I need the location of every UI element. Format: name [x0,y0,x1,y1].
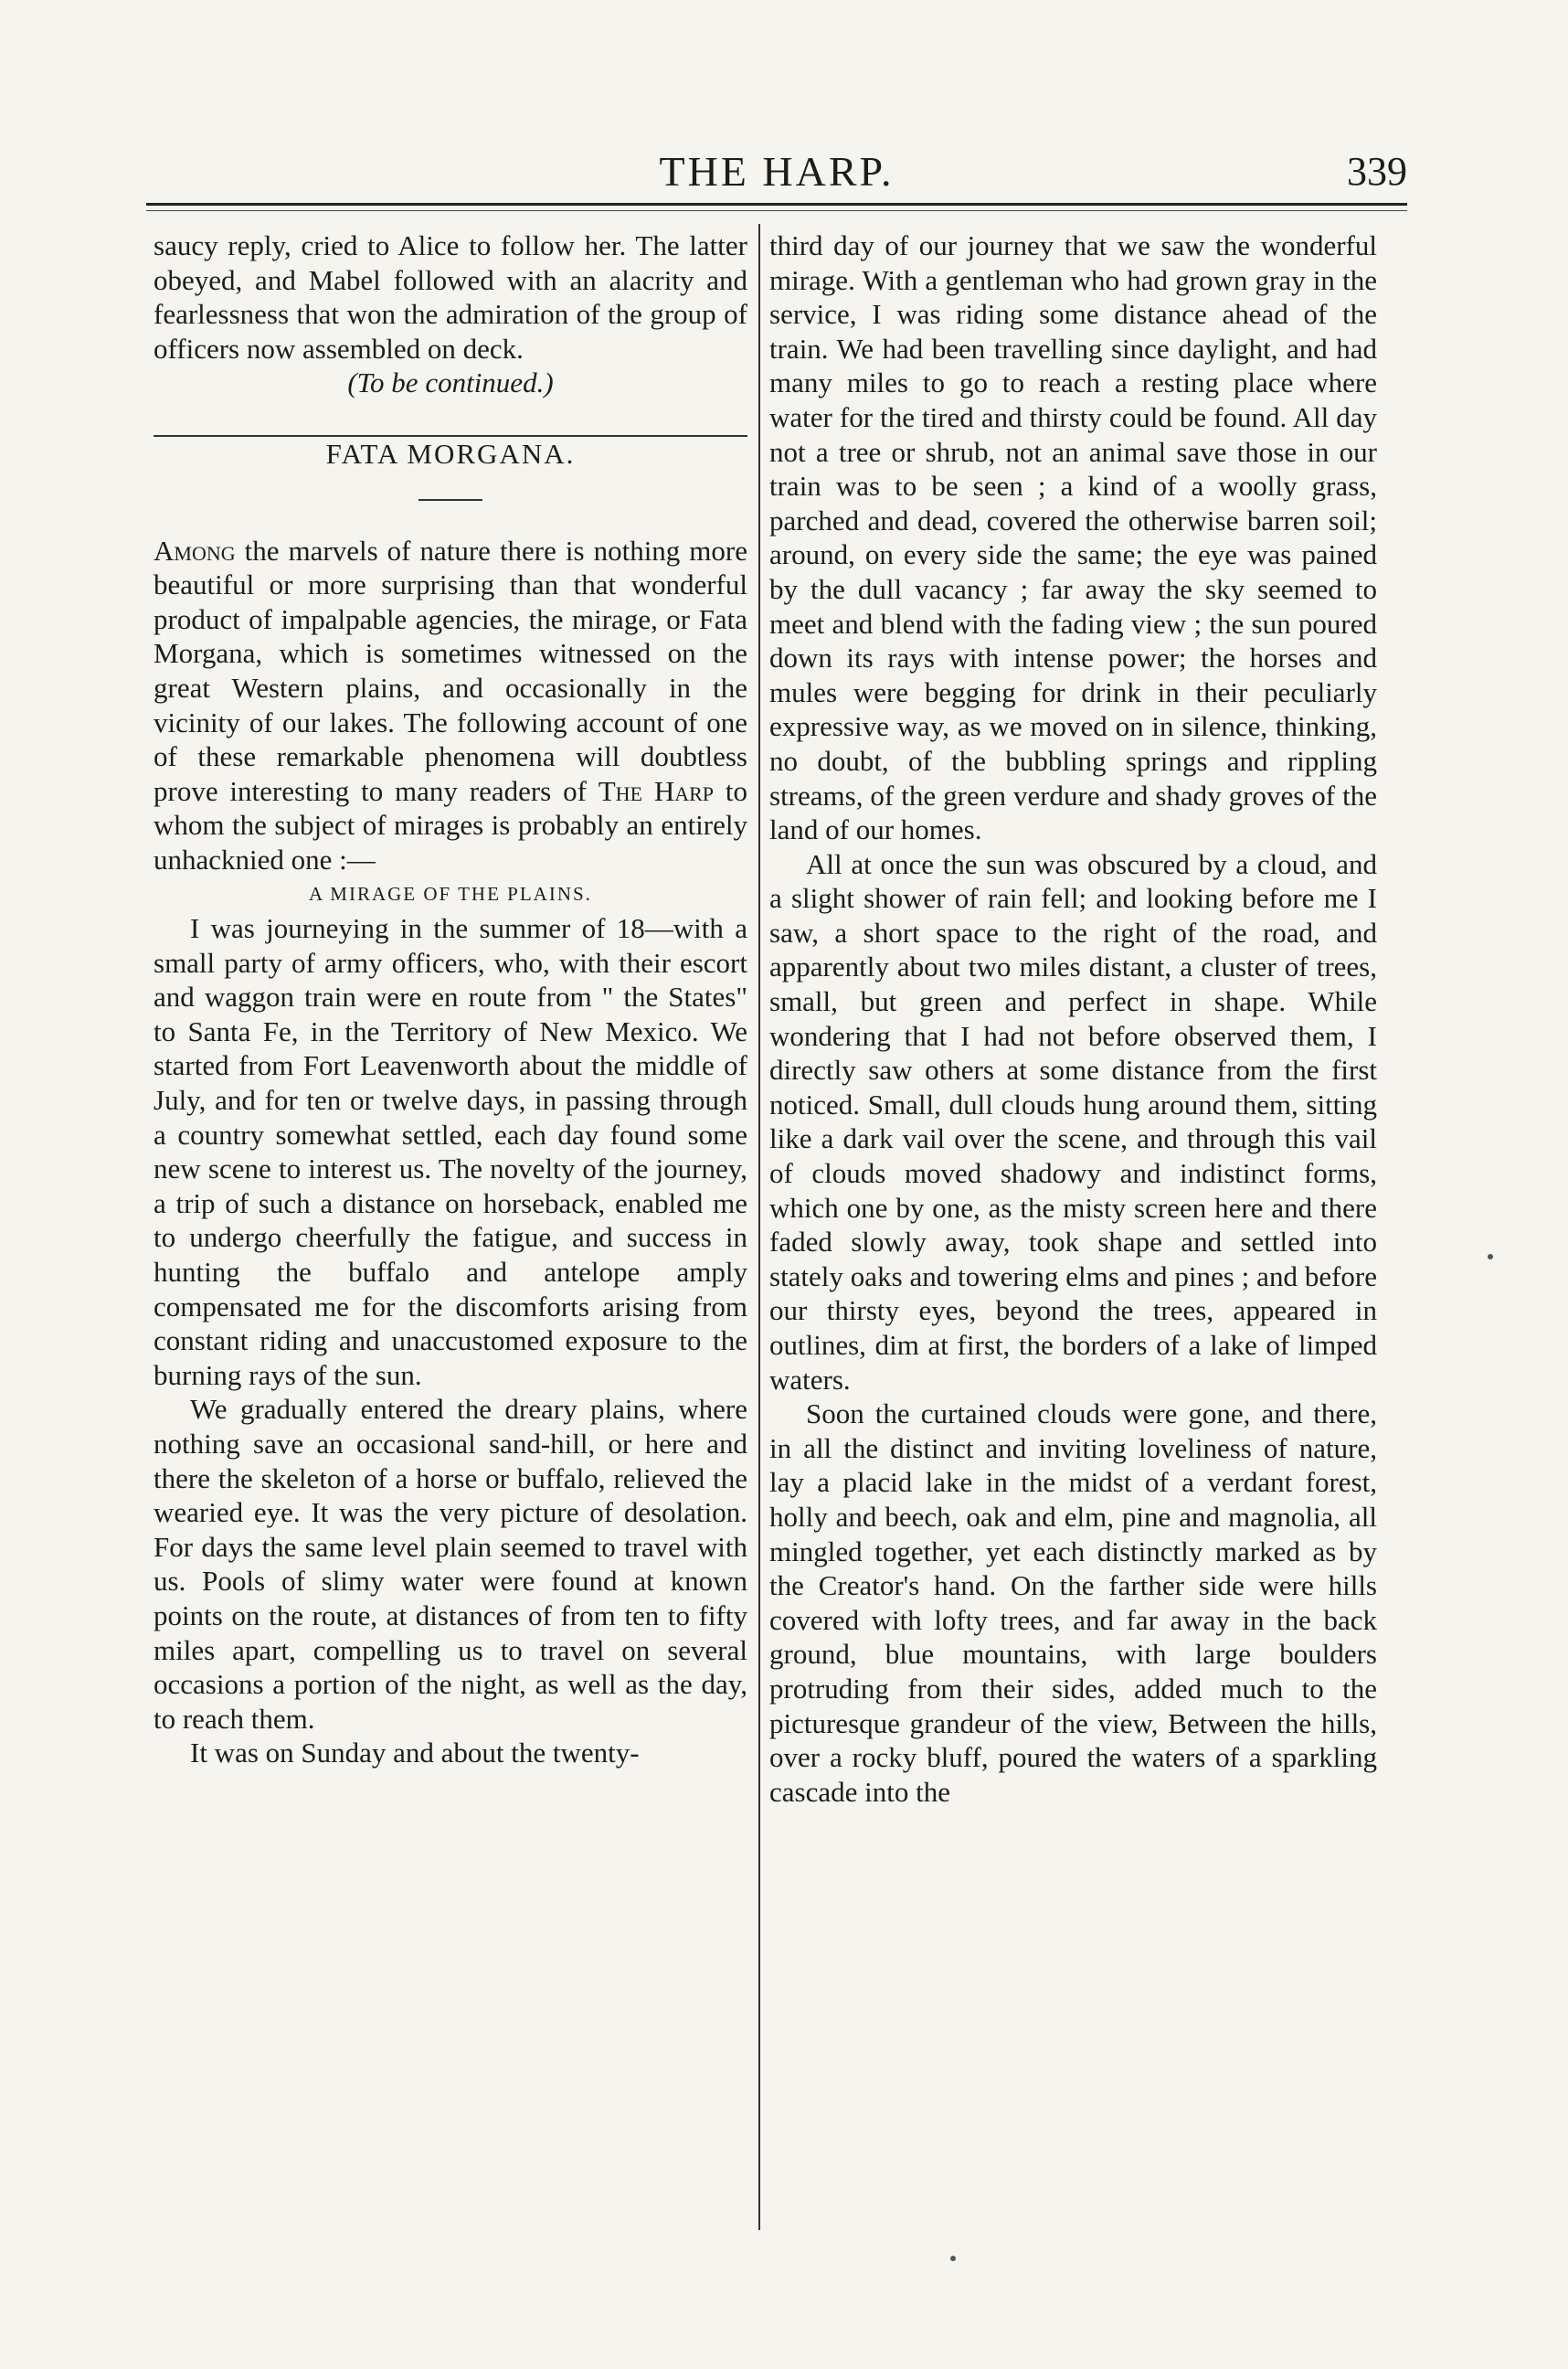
magazine-name: The Harp [598,774,715,807]
column-divider [758,224,760,2230]
body-paragraph: Soon the curtained clouds were gone, and there, in all the distinct and inviting loveliness of nature, lay a placid lake in the midst of a verdant forest, holly and beech, oak and elm, pine and magnolia, all mingled together, yet each distinctly marked as by the Creator's hand. On the farther side were hills covered with lofty trees, and far away in the back ground, blue mountains, with large boulders protruding from their sides, added much to the picturesque grandeur of the view, Between the hills, over a rocky bluff, poured the waters of a sparkling cascade into the [769,1397,1377,1808]
print-speck [1488,1254,1493,1259]
intro-lead: Among [154,534,236,567]
left-column [154,228,747,1770]
print-speck [950,2256,956,2261]
body-paragraph: It was on Sunday and about the twenty- [190,1737,640,1769]
body-paragraph: I was journeying in the summer of 18—with a small party of army officers, who, with their escort and waggon train were en route from " the States" to Santa Fe, in the Territory of New Mexico. We started from Fort Leavenworth about the middle of July, and for ten or twelve days, in passing through a country somewhat settled, each day found some new scene to interest us. The novelty of the journey, a trip of such a distance on horseback, enabled me to undergo cheerfully the fatigue, and success in hunting the buffalo and antelope amply compensated me for the discomforts arising from constant riding and unaccustomed exposure to the burning rays of the sun. [154,912,747,1391]
intro-tail: to whom the subject of mirages is probably an entirely unhacknied one :— [154,774,747,876]
body-paragraph: All at once the sun was obscured by a cloud, and a slight shower of rain fell; and looking before me I saw, a short space to the right of the road, and apparently about two miles distant, a cluster of trees, small, but green and perfect in shape. While wondering that I had not before observed them, I directly saw others at some distance from the first noticed. Small, dull clouds hung around them, sitting like a dark vail over the scene, and through this vail of clouds moved shadowy and indistinct forms, which one by one, as the misty screen here and there faded slowly away, took shape and settled into stately oaks and towering elms and pines ; and before our thirsty eyes, beyond the trees, appeared in outlines, dim at first, the borders of a lake of limped waters. [769,847,1377,1396]
page-number: 339 [1347,149,1407,194]
article-title: FATA MORGANA. [325,437,576,470]
story-ending-paragraph: saucy reply, cried to Alice to follow her. The latter obeyed, and Mabel followed with an alacrity and fearlessness that won the admiration of the group of officers now assembled on deck. [154,229,747,365]
title-rule [418,499,482,501]
intro-paragraph [154,534,747,877]
page-header [146,144,1407,199]
running-title: THE HARP. [659,148,895,195]
subheading: A MIRAGE OF THE PLAINS. [309,882,592,905]
intro-body: the marvels of nature there is nothing more beautiful or more surprising than that wonderful product of impalpable agencies, the mirage, or Fata Morgana, which is sometimes witnessed on the great Western plains, and occasionally in the vicinity of our lakes. The following account of one of these remarkable phenomena will doubtless prove interesting to many readers of [154,534,748,807]
body-paragraph: third day of our journey that we saw the wonderful mirage. With a gentleman who had grown gray in the service, I was riding some distance ahead of the train. We had been travelling since daylight, and had many miles to go to reach a resting place where water for the tired and thirsty could be found. All day not a tree or shrub, not an animal save those in our train was to be seen ; a kind of a woolly grass, parched and dead, covered the otherwise barren soil; around, on every side the same; the eye was pained by the dull vacancy ; far away the sky seemed to meet and blend with the fading view ; the sun poured down its rays with intense power; the horses and mules were begging for drink in their peculiarly expressive way, as we moved on in silence, thinking, no doubt, of the bubbling springs and rippling streams, of the green verdure and shady groves of the land of our homes. [769,229,1377,846]
body-paragraph: We gradually entered the dreary plains, where nothing save an occasional sand-hill, or here and there the skeleton of a horse or buffalo, relieved the wearied eye. It was the very picture of desolation. For days the same level plain seemed to travel with us. Pools of slimy water were found at known points on the route, at distances of from ten to fifty miles apart, compelling us to travel on several occasions a portion of the night, as well as the day, to reach them. [154,1393,747,1735]
continued-note: (To be continued.) [347,367,554,399]
header-rule [146,203,1407,206]
header-rule-thin [146,210,1407,211]
right-column [769,228,1377,1809]
